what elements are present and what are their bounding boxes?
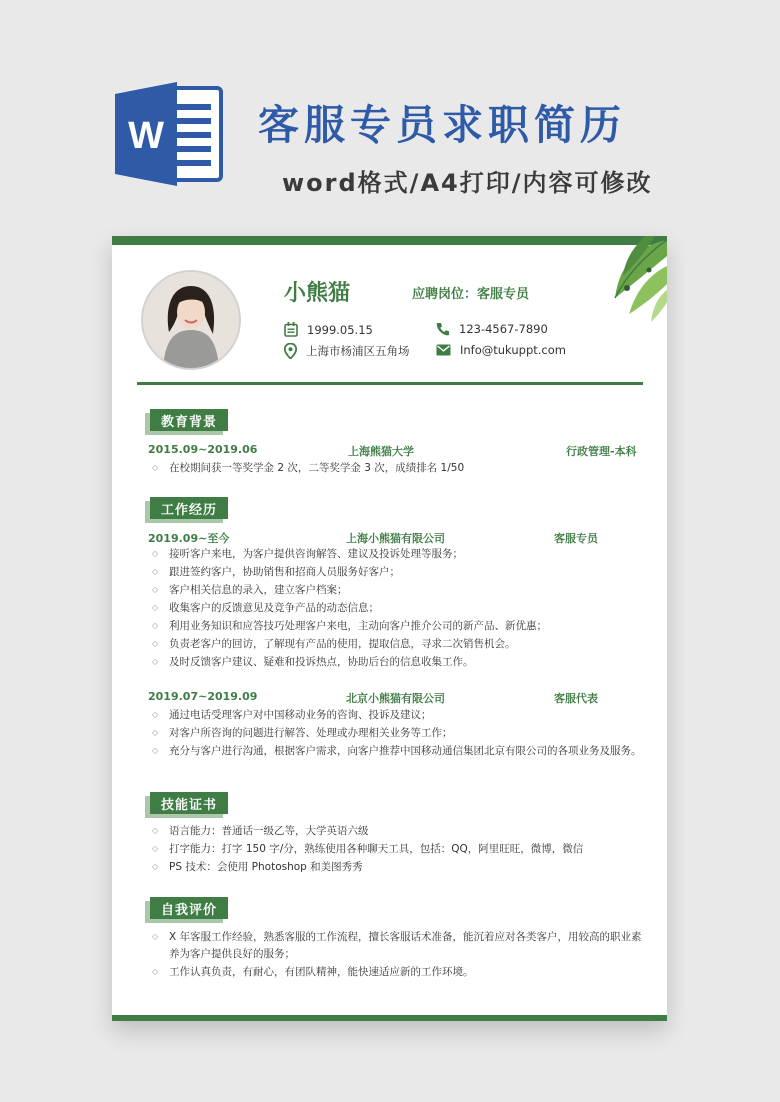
list-item: ◇ 负责老客户的回访，了解现有产品的使用，提取信息，寻求二次销售机会。 [152, 637, 516, 651]
section-tag-skills: 技能证书 [150, 792, 228, 814]
education-major: 行政管理-本科 [566, 445, 637, 458]
work-date: 2019.07~2019.09 [148, 690, 258, 703]
bottom-accent-bar [112, 1015, 667, 1021]
list-item: ◇ 利用业务知识和应答技巧处理客户来电，主动向客户推介公司的新产品、新优惠； [152, 619, 547, 633]
work-role: 客服专员 [554, 532, 598, 545]
phone-info [436, 322, 548, 336]
list-item: ◇ 收集客户的反馈意见及竞争产品的动态信息； [152, 601, 379, 615]
list-item: ◇ X 年客服工作经验，熟悉客服的工作流程，擅长客服话术准备，能沉着应对各类客户，用较高的职业素 [152, 930, 642, 944]
list-item: ◇ 客户相关信息的录入，建立客户档案； [152, 583, 348, 597]
email: Info@tukuppt.com [460, 343, 566, 357]
section-tag-education: 教育背景 [150, 409, 228, 431]
mail-icon [436, 344, 451, 356]
list-item: ◇ 工作认真负责，有耐心，有团队精神，能快速适应新的工作环境。 [152, 965, 474, 979]
location-icon [284, 343, 297, 359]
leaf-decoration [567, 236, 667, 326]
birth-info [284, 322, 373, 337]
calendar-icon [284, 322, 298, 337]
resume-page [112, 236, 667, 1021]
avatar [141, 270, 241, 370]
phone-icon [436, 322, 450, 336]
work-date: 2019.09~至今 [148, 532, 230, 545]
list-item-continued: 养为客户提供良好的服务； [169, 948, 295, 960]
address-info [284, 343, 410, 359]
education-date: 2015.09~2019.06 [148, 443, 258, 456]
section-tag-work: 工作经历 [150, 497, 228, 519]
word-logo-icon [115, 82, 225, 186]
address: 上海市杨浦区五角场 [306, 344, 410, 358]
birth-date: 1999.05.15 [307, 322, 373, 337]
banner-title: 客服专员求职简历 [258, 101, 626, 149]
work-company: 北京小熊猫有限公司 [346, 692, 445, 705]
applied-position: 应聘岗位：客服专员 [412, 287, 530, 302]
list-item: ◇ 及时反馈客户建议、疑难和投诉热点，协助后台的信息收集工作。 [152, 655, 474, 669]
phone-number: 123-4567-7890 [459, 322, 548, 336]
list-item: ◇ 跟进签约客户，协助销售和招商人员服务好客户； [152, 565, 400, 579]
section-tag-self: 自我评价 [150, 897, 228, 919]
list-item: ◇ 接听客户来电，为客户提供咨询解答、建议及投诉处理等服务； [152, 547, 463, 561]
work-role: 客服代表 [554, 692, 598, 705]
banner-subtitle: word格式/A4打印/内容可修改 [282, 169, 653, 197]
email-info [436, 343, 566, 357]
list-item: ◇ PS 技术：会使用 Photoshop 和美图秀秀 [152, 860, 363, 874]
list-item: ◇ 通过电话受理客户对中国移动业务的咨询、投诉及建议； [152, 708, 432, 722]
education-school: 上海熊猫大学 [348, 445, 414, 458]
list-item: ◇ 语言能力：普通话一级乙等，大学英语六级 [152, 824, 369, 838]
list-item: ◇ 对客户所咨询的问题进行解答、处理或办理相关业务等工作； [152, 726, 453, 740]
list-item: ◇ 在校期间获一等奖学金 2 次，二等奖学金 3 次，成绩排名 1/50 [152, 461, 464, 475]
word-logo-letter: W [128, 115, 164, 157]
header-divider [137, 382, 643, 385]
candidate-name: 小熊猫 [284, 281, 351, 306]
list-item: ◇ 充分与客户进行沟通，根据客户需求，向客户推荐中国移动通信集团北京有限公司的各项业务及服务。 [152, 744, 642, 758]
list-item: ◇ 打字能力：打字 150 字/分，熟练使用各种聊天工具，包括：QQ，阿里旺旺，微博，微信 [152, 842, 583, 856]
work-company: 上海小熊猫有限公司 [346, 532, 445, 545]
